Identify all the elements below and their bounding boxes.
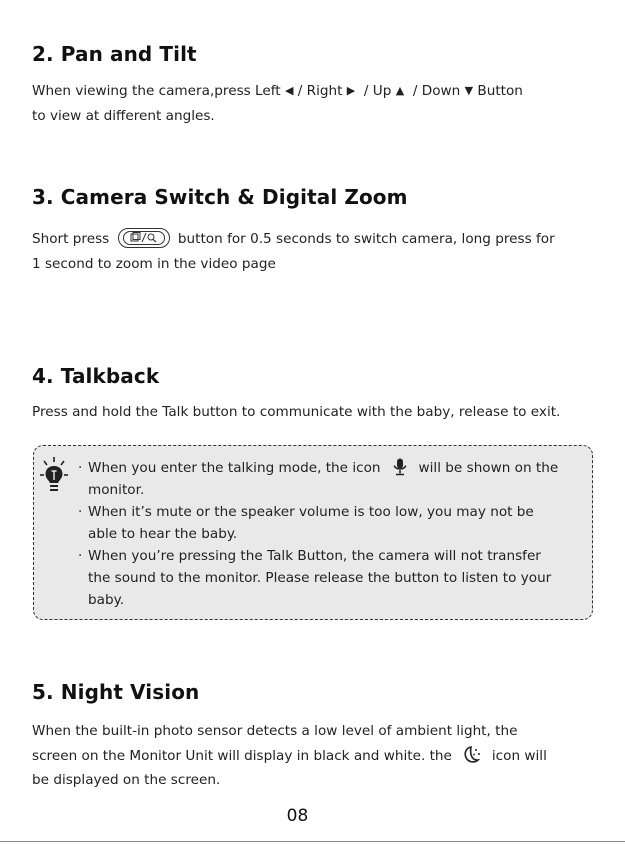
- note-item-3-line-3: [78, 589, 588, 611]
- left-arrow-icon: ◀: [284, 84, 294, 97]
- heading-pan-and-tilt: 2. Pan and Tilt: [32, 42, 197, 66]
- note-text: the sound to the monitor. Please release the button to listen to your: [88, 570, 552, 586]
- switch-paragraph-line-2: 1 second to zoom in the video page: [32, 256, 276, 272]
- night-paragraph-line-1: When the built-in photo sensor detects a low level of ambient light, the: [32, 723, 518, 739]
- switch-zoom-svg: [129, 232, 159, 243]
- pan-text: / Right: [297, 83, 343, 99]
- night-vision-moon-icon: [462, 745, 482, 765]
- note-item-2-line-2: [78, 523, 588, 545]
- heading-camera-switch: 3. Camera Switch & Digital Zoom: [32, 185, 408, 209]
- heading-talkback: 4. Talkback: [32, 364, 160, 388]
- note-item-2-line-1: [78, 501, 588, 523]
- note-text: When you enter the talking mode, the icon: [88, 460, 381, 476]
- night-text: icon will: [491, 748, 547, 764]
- bullet-dot: ·: [78, 504, 83, 520]
- heading-night-vision: 5. Night Vision: [32, 680, 200, 704]
- pan-paragraph-line-1: [32, 79, 607, 103]
- page-number: 08: [286, 806, 309, 826]
- night-paragraph-line-3: be displayed on the screen.: [32, 772, 221, 788]
- note-text: baby.: [88, 592, 125, 608]
- right-arrow-icon: ▶: [346, 84, 356, 97]
- switch-paragraph-line-1: [32, 227, 607, 251]
- note-text: When you’re pressing the Talk Button, the camera will not transfer: [88, 548, 541, 564]
- camera-switch-zoom-button-icon: [118, 228, 170, 248]
- pan-text: / Up: [363, 83, 392, 99]
- talkback-paragraph: Press and hold the Talk button to communicate with the baby, release to exit.: [32, 404, 561, 420]
- bullet-dot: ·: [78, 460, 83, 476]
- bullet-dot: ·: [78, 548, 83, 564]
- note-text: monitor.: [88, 482, 145, 498]
- note-text: When it’s mute or the speaker volume is too low, you may not be: [88, 504, 534, 520]
- note-item-1-line-1: [78, 457, 588, 479]
- pan-text: / Down: [412, 83, 461, 99]
- microphone-icon: [393, 458, 407, 476]
- up-arrow-icon: ▲: [395, 84, 405, 97]
- switch-text: button for 0.5 seconds to switch camera, long press for: [177, 231, 555, 247]
- note-text: able to hear the baby.: [88, 526, 238, 542]
- note-text: will be shown on the: [418, 460, 559, 476]
- note-item-3-line-1: [78, 545, 588, 567]
- night-text: screen on the Monitor Unit will display in black and white. the: [32, 748, 452, 764]
- pan-text: Button: [477, 83, 523, 99]
- down-arrow-icon: ▼: [464, 84, 474, 97]
- camera-switch-zoom-glyph: [123, 231, 165, 245]
- lightbulb-tip-icon: [39, 456, 69, 500]
- note-item-3-line-2: [78, 567, 588, 589]
- note-item-1-line-2: [78, 479, 588, 501]
- pan-paragraph-line-2: to view at different angles.: [32, 108, 215, 124]
- talkback-note-box: [33, 445, 593, 620]
- bottom-divider: [0, 841, 625, 842]
- night-paragraph-line-2: [32, 744, 607, 768]
- switch-text: Short press: [32, 231, 110, 247]
- pan-text: When viewing the camera,press Left: [32, 83, 281, 99]
